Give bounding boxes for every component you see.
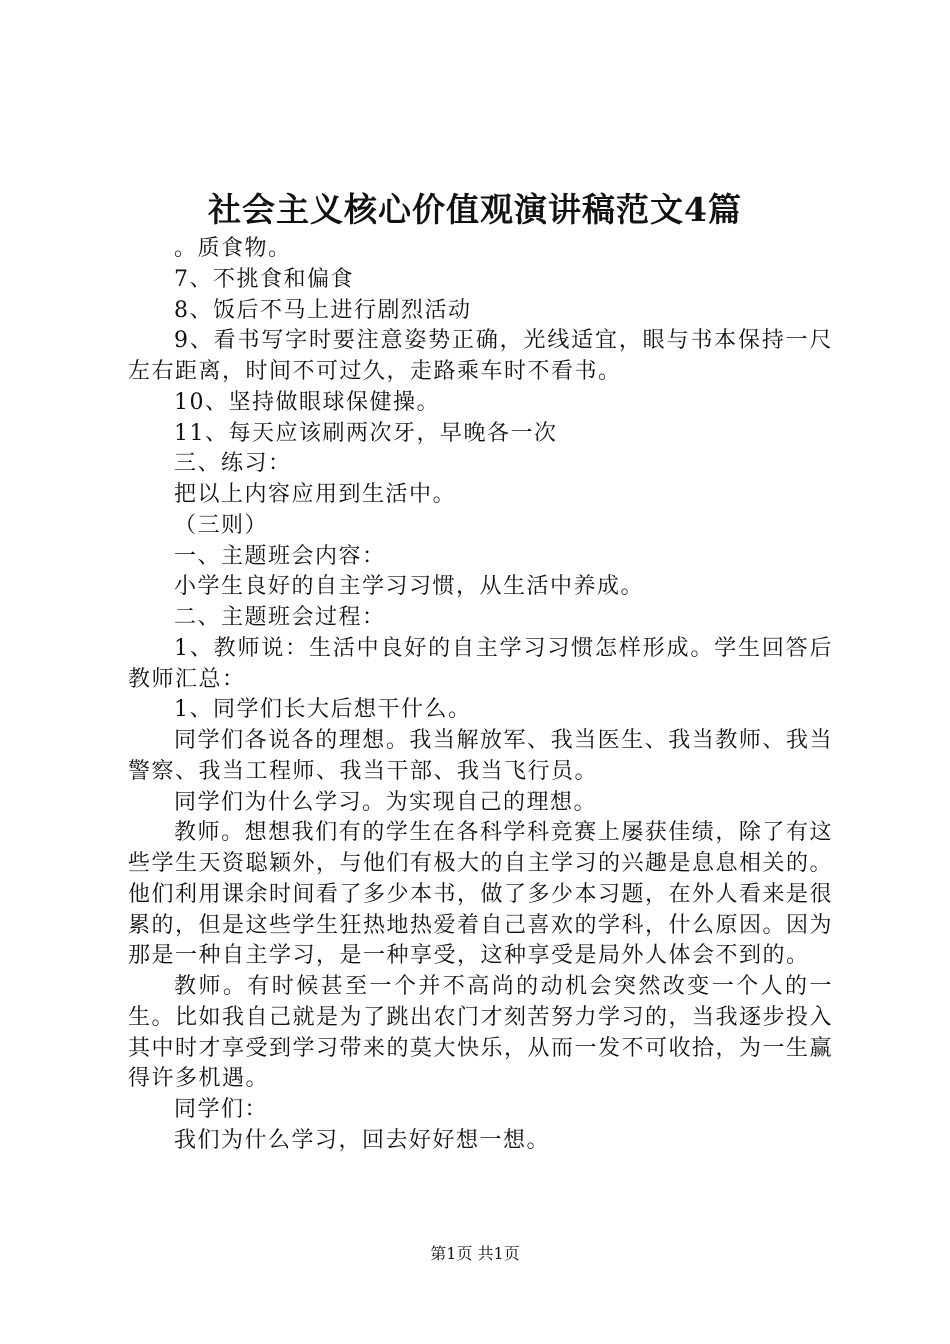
paragraph: 11、每天应该刷两次牙，早晚各一次: [174, 420, 558, 446]
paragraph: 教师。有时候甚至一个并不高尚的动机会突然改变一个人的一生。比如我自己就是为了跳出农门才刻苦努力学习的，当我逐步投入其中时才享受到学习带来的莫大快乐，从而一发不可收拾，为一生赢得许多机遇。: [128, 974, 834, 1092]
paragraph: 1、教师说：生活中良好的自主学习习惯怎样形成。学生回答后教师汇总：: [128, 635, 833, 692]
paragraph: 同学们：: [174, 1097, 269, 1122]
paragraph: 我们为什么学习，回去好好想一想。: [174, 1127, 551, 1153]
paragraph: 。质食物。: [174, 236, 292, 261]
paragraph: 10、坚持做眼球保健操。: [174, 389, 440, 415]
paragraph: 把以上内容应用到生活中。: [174, 482, 457, 507]
paragraph: 二、主题班会过程：: [174, 605, 386, 630]
paragraph: 1、同学们长大后想干什么。: [174, 697, 472, 723]
paragraph: 7、不挑食和偏食: [174, 266, 354, 292]
document-body: [128, 234, 833, 1157]
page-footer: 第1页 共1页: [430, 1244, 520, 1263]
paragraph: 8、饭后不马上进行剧烈活动: [174, 297, 472, 323]
paragraph: 三、练习：: [174, 451, 292, 477]
document-title: 社会主义核心价值观演讲稿范文4篇: [208, 190, 742, 229]
paragraph: 小学生良好的自主学习习惯，从生活中养成。: [174, 574, 645, 600]
paragraph: 同学们为什么学习。为实现自己的理想。: [174, 789, 598, 815]
paragraph: 同学们各说各的理想。我当解放军、我当医生、我当教师、我当警察、我当工程师、我当干部、我当飞行员。: [128, 728, 833, 784]
paragraph: 9、看书写字时要注意姿势正确，光线适宜，眼与书本保持一尺左右距离，时间不可过久，走路乘车时不看书。: [128, 328, 833, 384]
paragraph: （三则）: [174, 512, 269, 538]
paragraph: 一、主题班会内容：: [174, 543, 386, 569]
paragraph: 教师。想想我们有的学生在各科学科竞赛上屡获佳绩，除了有这些学生天资聪颖外，与他们有极大的自主学习的兴趣是息息相关的。他们利用课余时间看了多少本书，做了多少本习题，在外人看来是很累的，但是这些学生狂热地热爱着自己喜欢的学科，什么原因。因为那是一种自主学习，是一种享受，这种享受是局外人体会不到的。: [128, 820, 834, 969]
